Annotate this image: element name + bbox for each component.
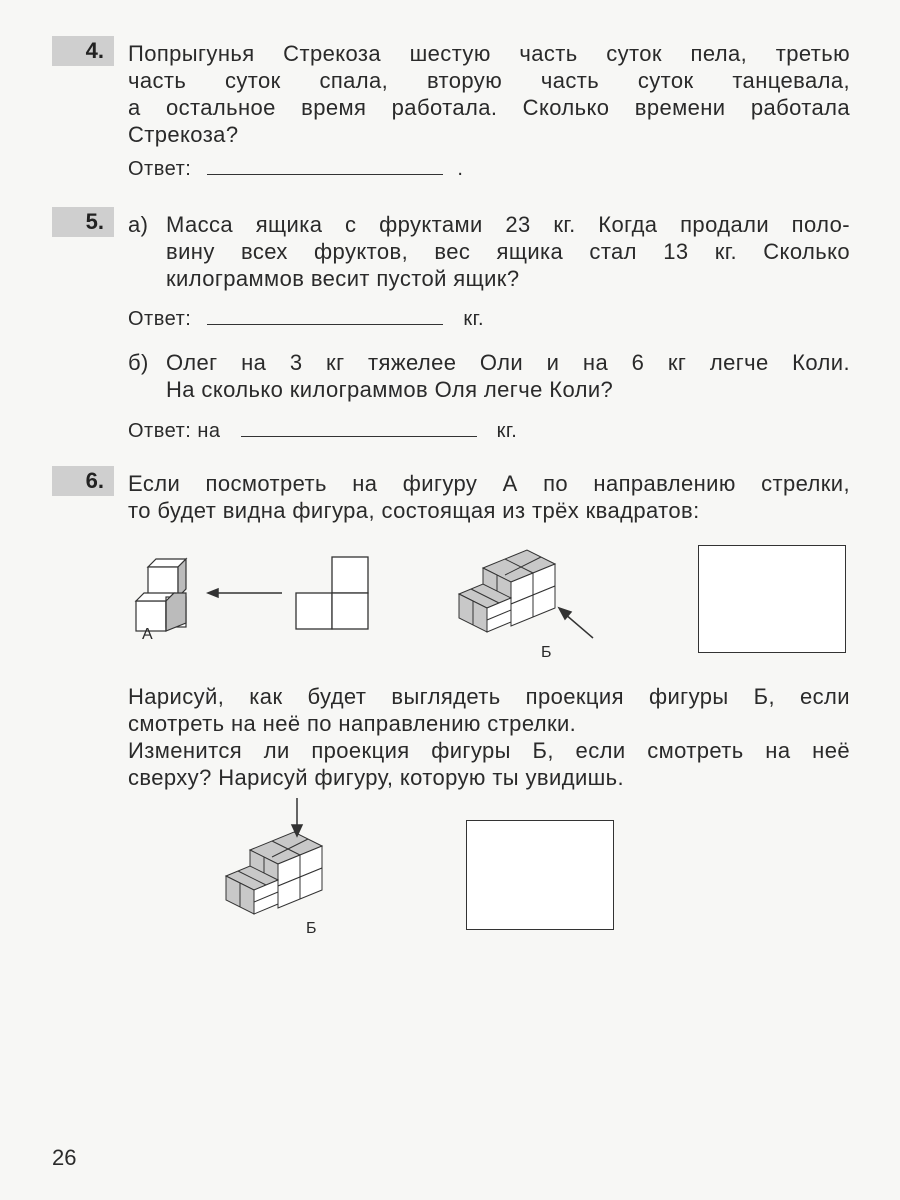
figure-b2-label: Б	[306, 920, 317, 937]
task-6-line: смотреть на неё по направлению стрелки.	[128, 711, 577, 736]
task-5a-text	[166, 211, 850, 292]
answer-label: Ответ:	[128, 308, 192, 330]
figure-a	[130, 555, 290, 655]
task-6-intro	[128, 470, 850, 524]
task-6-line: то будет видна фигура, состоящая из трёх квадратов:	[128, 498, 700, 523]
task-4-line: Стрекоза?	[128, 122, 239, 147]
drawing-box-projection[interactable]	[698, 545, 846, 653]
task-5-number: 5.	[52, 207, 114, 237]
task-5b-text	[166, 349, 850, 403]
drawing-box-top-view[interactable]	[466, 820, 614, 930]
task-4-line: часть суток спала, вторую часть суток танцевала,	[128, 68, 850, 93]
task-6-line: Если посмотреть на фигуру А по направлению стрелки,	[128, 471, 850, 496]
figure-b-label: Б	[541, 644, 552, 661]
figure-b-top-view	[222, 798, 372, 918]
answer-blank[interactable]	[241, 436, 477, 437]
task-4-number: 4.	[52, 36, 114, 66]
task-6-instructions	[128, 683, 850, 791]
task-6-line: сверху? Нарисуй фигуру, которую ты увидишь.	[128, 765, 625, 790]
answer-blank[interactable]	[207, 324, 443, 325]
figure-b	[455, 548, 605, 648]
task-5b-answer-row	[128, 420, 517, 443]
task-6-line: Изменится ли проекция фигуры Б, если смотреть на неё	[128, 738, 850, 763]
task-5a-answer-row	[128, 308, 484, 331]
task-4-line: Попрыгунья Стрекоза шестую часть суток пела, третью	[128, 41, 850, 66]
task-6-line: Нарисуй, как будет выглядеть проекция фигуры Б, если	[128, 684, 850, 709]
task-5a-line: килограммов весит пустой ящик?	[166, 266, 520, 291]
answer-blank[interactable]	[207, 174, 443, 175]
task-5a-line: вину всех фруктов, вес ящика стал 13 кг. Сколько	[166, 239, 850, 264]
answer-suffix: .	[457, 158, 464, 180]
task-4-answer-row	[128, 158, 463, 181]
task-6-number: 6.	[52, 466, 114, 496]
task-5a-marker: а)	[128, 212, 149, 237]
answer-suffix: кг.	[463, 308, 485, 330]
task-4-line: а остальное время работала. Сколько времени работала	[128, 95, 850, 120]
task-5a-line: Масса ящика с фруктами 23 кг. Когда продали поло-	[166, 212, 850, 237]
task-4-text	[128, 40, 850, 148]
task-5b-line: Олег на 3 кг тяжелее Оли и на 6 кг легче Коли.	[166, 350, 850, 375]
answer-label: Ответ:	[128, 158, 192, 180]
answer-label: Ответ: на	[128, 420, 221, 442]
figure-a-label: А	[142, 626, 153, 643]
page-number: 26	[52, 1145, 77, 1170]
projection-three-squares	[294, 555, 374, 631]
answer-suffix: кг.	[496, 420, 518, 442]
task-5b-line: На сколько килограммов Оля легче Коли?	[166, 377, 614, 402]
task-5b-marker: б)	[128, 350, 149, 375]
